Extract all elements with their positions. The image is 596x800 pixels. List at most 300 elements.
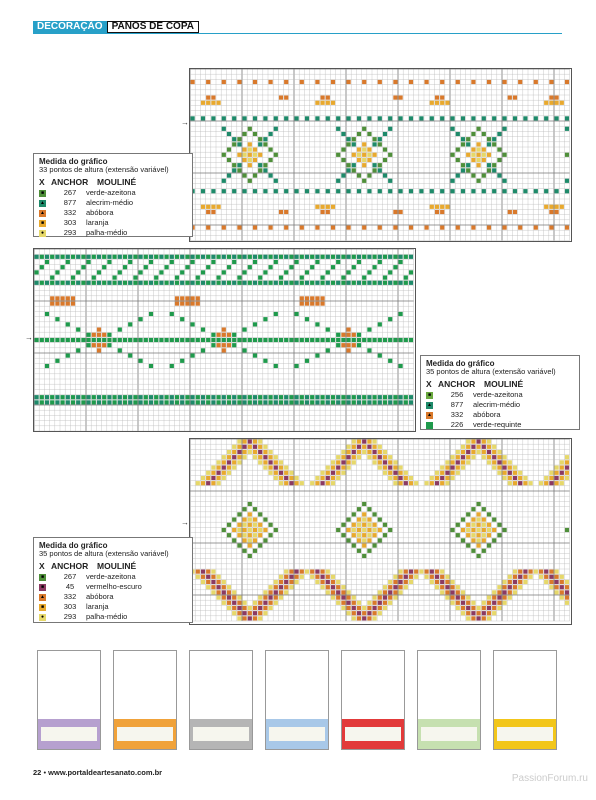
stitch-cell bbox=[336, 471, 340, 475]
stitch-cell bbox=[191, 395, 195, 399]
stitch-cell bbox=[482, 518, 486, 522]
stitch-cell bbox=[144, 255, 148, 259]
stitch-cell bbox=[341, 533, 345, 537]
stitch-cell bbox=[185, 296, 189, 300]
stitch-cell bbox=[118, 255, 122, 259]
stitch-cell bbox=[170, 255, 174, 259]
stitch-cell bbox=[477, 127, 481, 131]
stitch-cell bbox=[222, 348, 226, 352]
legend-chart-1 bbox=[33, 153, 193, 237]
stitch-cell bbox=[263, 116, 267, 120]
stitch-cell bbox=[97, 328, 101, 332]
stitch-cell bbox=[425, 575, 429, 579]
stitch-cell bbox=[362, 538, 366, 542]
stitch-cell bbox=[497, 601, 501, 605]
stitch-cell bbox=[383, 255, 387, 259]
stitch-cell bbox=[347, 590, 351, 594]
stitch-cell bbox=[367, 348, 371, 352]
stitch-cell bbox=[487, 601, 491, 605]
stitch-cell bbox=[107, 400, 111, 404]
stitch-cell bbox=[565, 116, 569, 120]
stitch-cell bbox=[560, 205, 564, 209]
stitch-cell bbox=[347, 611, 351, 615]
stitch-cell bbox=[305, 395, 309, 399]
stitch-cell bbox=[263, 528, 267, 532]
stitch-cell bbox=[409, 481, 413, 485]
stitch-cell bbox=[549, 585, 553, 589]
stitch-cell bbox=[232, 168, 236, 172]
stitch-cell bbox=[284, 210, 288, 214]
stitch-cell bbox=[263, 400, 267, 404]
stitch-cell bbox=[175, 400, 179, 404]
stitch-cell bbox=[482, 116, 486, 120]
stitch-cell bbox=[409, 226, 413, 230]
stitch-cell bbox=[211, 333, 215, 337]
stitch-cell bbox=[482, 174, 486, 178]
stitch-cell bbox=[352, 333, 356, 337]
towel-preview bbox=[265, 650, 329, 750]
stitch-cell bbox=[471, 606, 475, 610]
stitch-cell bbox=[373, 523, 377, 527]
stitch-cell bbox=[471, 440, 475, 444]
stitch-cell bbox=[243, 445, 247, 449]
stitch-cell bbox=[341, 471, 345, 475]
legend-col-x: X bbox=[39, 176, 45, 187]
stitch-cell bbox=[357, 153, 361, 157]
stitch-cell bbox=[206, 210, 210, 214]
stitch-cell bbox=[347, 255, 351, 259]
stitch-cell bbox=[388, 127, 392, 131]
stitch-cell bbox=[258, 168, 262, 172]
stitch-cell bbox=[165, 281, 169, 285]
stitch-cell bbox=[549, 476, 553, 480]
stitch-cell bbox=[128, 400, 132, 404]
stitch-cell bbox=[217, 395, 221, 399]
stitch-cell bbox=[373, 255, 377, 259]
stitch-cell bbox=[258, 338, 262, 342]
legend-header bbox=[39, 178, 187, 188]
stitch-cell bbox=[222, 270, 226, 274]
stitch-cell bbox=[295, 281, 299, 285]
stitch-cell bbox=[61, 395, 65, 399]
stitch-cell bbox=[40, 395, 44, 399]
stitch-cell bbox=[331, 80, 335, 84]
stitch-cell bbox=[492, 528, 496, 532]
stitch-cell bbox=[503, 601, 507, 605]
stitch-cell bbox=[331, 585, 335, 589]
stitch-cell bbox=[217, 338, 221, 342]
stitch-cell bbox=[248, 338, 252, 342]
stitch-cell bbox=[341, 333, 345, 337]
stitch-cell bbox=[289, 570, 293, 574]
stitch-cell bbox=[383, 606, 387, 610]
stitch-cell bbox=[196, 255, 200, 259]
stitch-cell bbox=[367, 440, 371, 444]
stitch-cell bbox=[477, 163, 481, 167]
stitch-cell bbox=[565, 226, 569, 230]
stitch-cell bbox=[461, 606, 465, 610]
stitch-cell bbox=[357, 606, 361, 610]
stitch-cell bbox=[149, 338, 153, 342]
stitch-cell bbox=[378, 528, 382, 532]
stitch-cell bbox=[399, 575, 403, 579]
stitch-cell bbox=[248, 554, 252, 558]
stitch-cell bbox=[482, 528, 486, 532]
stitch-cell bbox=[341, 338, 345, 342]
anchor-number: 877 bbox=[450, 400, 464, 410]
stitch-cell bbox=[378, 142, 382, 146]
stitch-cell bbox=[321, 281, 325, 285]
stitch-cell bbox=[352, 255, 356, 259]
stitch-cell bbox=[347, 445, 351, 449]
stitch-cell bbox=[326, 348, 330, 352]
stitch-cell bbox=[341, 132, 345, 136]
stitch-cell bbox=[217, 343, 221, 347]
stitch-cell bbox=[222, 476, 226, 480]
stitch-cell bbox=[435, 205, 439, 209]
stitch-cell bbox=[279, 276, 283, 280]
stitch-cell bbox=[539, 481, 543, 485]
stitch-cell bbox=[430, 476, 434, 480]
stitch-cell bbox=[185, 281, 189, 285]
stitch-cell bbox=[201, 270, 205, 274]
stitch-cell bbox=[440, 481, 444, 485]
stitch-cell bbox=[170, 400, 174, 404]
stitch-cell bbox=[352, 338, 356, 342]
stitch-cell bbox=[196, 575, 200, 579]
stitch-cell bbox=[544, 476, 548, 480]
thread-swatch-icon: ■ bbox=[40, 604, 45, 611]
stitch-cell bbox=[66, 395, 70, 399]
legend-col-anchor: ANCHOR bbox=[51, 176, 89, 187]
stitch-cell bbox=[393, 580, 397, 584]
stitch-cell bbox=[222, 338, 226, 342]
stitch-cell bbox=[357, 116, 361, 120]
thread-swatch-icon: ▲ bbox=[40, 210, 45, 217]
stitch-cell bbox=[55, 296, 59, 300]
stitch-cell bbox=[539, 575, 543, 579]
stitch-cell bbox=[149, 364, 153, 368]
stitch-cell bbox=[248, 255, 252, 259]
stitch-cell bbox=[274, 255, 278, 259]
stitch-cell bbox=[154, 400, 158, 404]
stitch-cell bbox=[185, 395, 189, 399]
stitch-cell bbox=[258, 460, 262, 464]
stitch-cell bbox=[118, 338, 122, 342]
stitch-cell bbox=[367, 611, 371, 615]
stitch-cell bbox=[211, 338, 215, 342]
stitch-cell bbox=[425, 570, 429, 574]
stitch-cell bbox=[456, 471, 460, 475]
stitch-cell bbox=[263, 466, 267, 470]
stitch-cell bbox=[196, 570, 200, 574]
stitch-cell bbox=[404, 570, 408, 574]
stitch-cell bbox=[529, 481, 533, 485]
stitch-cell bbox=[232, 590, 236, 594]
stitch-cell bbox=[560, 101, 564, 105]
stitch-cell bbox=[461, 466, 465, 470]
stitch-cell bbox=[232, 538, 236, 542]
stitch-cell bbox=[243, 601, 247, 605]
stitch-cell bbox=[513, 580, 517, 584]
stitch-cell bbox=[321, 296, 325, 300]
stitch-cell bbox=[237, 153, 241, 157]
stitch-cell bbox=[378, 116, 382, 120]
stitch-cell bbox=[71, 395, 75, 399]
stitch-cell bbox=[383, 471, 387, 475]
stitch-cell bbox=[404, 575, 408, 579]
stitch-cell bbox=[40, 265, 44, 269]
anchor-number: 332 bbox=[63, 592, 77, 602]
stitch-cell bbox=[492, 611, 496, 615]
stitch-cell bbox=[336, 179, 340, 183]
stitch-cell bbox=[565, 601, 569, 605]
stitch-cell bbox=[445, 590, 449, 594]
stitch-cell bbox=[102, 400, 106, 404]
stitch-cell bbox=[217, 101, 221, 105]
stitch-cell bbox=[393, 466, 397, 470]
stitch-cell bbox=[217, 476, 221, 480]
stitch-cell bbox=[445, 575, 449, 579]
stitch-cell bbox=[383, 596, 387, 600]
stitch-cell bbox=[289, 395, 293, 399]
stitch-cell bbox=[336, 333, 340, 337]
stitch-cell bbox=[50, 338, 54, 342]
stitch-cell bbox=[243, 174, 247, 178]
stitch-cell bbox=[321, 476, 325, 480]
stitch-cell bbox=[492, 538, 496, 542]
stitch-cell bbox=[378, 601, 382, 605]
stitch-cell bbox=[529, 570, 533, 574]
stitch-cell bbox=[61, 338, 65, 342]
stitch-cell bbox=[534, 116, 538, 120]
center-arrow-icon: → bbox=[181, 118, 189, 127]
stitch-cell bbox=[284, 471, 288, 475]
stitch-cell bbox=[253, 538, 257, 542]
stitch-cell bbox=[211, 189, 215, 193]
stitch-cell bbox=[388, 270, 392, 274]
stitch-cell bbox=[300, 395, 304, 399]
stitch-cell bbox=[393, 585, 397, 589]
stitch-cell bbox=[289, 575, 293, 579]
stitch-cell bbox=[123, 338, 127, 342]
stitch-cell bbox=[310, 575, 314, 579]
stitch-cell bbox=[243, 116, 247, 120]
stitch-cell bbox=[237, 226, 241, 230]
thread-swatch-icon: ▲ bbox=[40, 200, 45, 207]
stitch-cell bbox=[404, 471, 408, 475]
stitch-cell bbox=[357, 148, 361, 152]
stitch-cell bbox=[388, 460, 392, 464]
stitch-cell bbox=[341, 590, 345, 594]
stitch-cell bbox=[284, 466, 288, 470]
stitch-cell bbox=[419, 116, 423, 120]
stitch-cell bbox=[118, 328, 122, 332]
stitch-cell bbox=[388, 255, 392, 259]
thread-swatch-icon: ▲ bbox=[40, 594, 45, 601]
stitch-cell bbox=[248, 616, 252, 620]
thread-swatch-icon: ■ bbox=[40, 220, 45, 227]
stitch-cell bbox=[373, 168, 377, 172]
stitch-cell bbox=[477, 528, 481, 532]
stitch-cell bbox=[232, 466, 236, 470]
stitch-cell bbox=[362, 606, 366, 610]
stitch-cell bbox=[393, 255, 397, 259]
stitch-cell bbox=[165, 338, 169, 342]
stitch-cell bbox=[362, 616, 366, 620]
stitch-cell bbox=[367, 518, 371, 522]
stitch-cell bbox=[300, 570, 304, 574]
stitch-cell bbox=[503, 585, 507, 589]
stitch-cell bbox=[258, 601, 262, 605]
stitch-cell bbox=[248, 450, 252, 454]
stitch-cell bbox=[248, 512, 252, 516]
stitch-cell bbox=[191, 281, 195, 285]
stitch-cell bbox=[305, 296, 309, 300]
stitch-cell bbox=[243, 518, 247, 522]
stitch-cell bbox=[71, 276, 75, 280]
stitch-cell bbox=[393, 226, 397, 230]
stitch-cell bbox=[388, 400, 392, 404]
center-arrow-icon: → bbox=[25, 333, 33, 342]
stitch-cell bbox=[362, 80, 366, 84]
stitch-cell bbox=[440, 96, 444, 100]
stitch-cell bbox=[321, 205, 325, 209]
stitch-cell bbox=[518, 570, 522, 574]
stitch-cell bbox=[180, 338, 184, 342]
stitch-cell bbox=[560, 476, 564, 480]
stitch-cell bbox=[451, 460, 455, 464]
stitch-cell bbox=[274, 476, 278, 480]
stitch-cell bbox=[227, 395, 231, 399]
stitch-cell bbox=[222, 153, 226, 157]
stitch-cell bbox=[191, 302, 195, 306]
stitch-cell bbox=[211, 116, 215, 120]
stitch-cell bbox=[66, 302, 70, 306]
stitch-cell bbox=[243, 348, 247, 352]
stitch-cell bbox=[279, 476, 283, 480]
stitch-cell bbox=[331, 466, 335, 470]
stitch-cell bbox=[274, 364, 278, 368]
stitch-cell bbox=[352, 512, 356, 516]
stitch-cell bbox=[232, 333, 236, 337]
stitch-cell bbox=[269, 174, 273, 178]
stitch-cell bbox=[471, 528, 475, 532]
stitch-cell bbox=[232, 528, 236, 532]
stitch-cell bbox=[341, 601, 345, 605]
stitch-cell bbox=[243, 450, 247, 454]
stitch-cell bbox=[243, 611, 247, 615]
stitch-cell bbox=[159, 395, 163, 399]
stitch-cell bbox=[263, 137, 267, 141]
stitch-cell bbox=[76, 400, 80, 404]
stitch-cell bbox=[180, 400, 184, 404]
stitch-cell bbox=[40, 281, 44, 285]
stitch-cell bbox=[409, 116, 413, 120]
stitch-cell bbox=[243, 440, 247, 444]
stitch-cell bbox=[66, 322, 70, 326]
stitch-cell bbox=[295, 575, 299, 579]
stitch-cell bbox=[518, 585, 522, 589]
stitch-cell bbox=[399, 255, 403, 259]
stitch-cell bbox=[326, 205, 330, 209]
stitch-cell bbox=[76, 270, 80, 274]
stitch-cell bbox=[378, 80, 382, 84]
stitch-cell bbox=[253, 322, 257, 326]
stitch-cell bbox=[451, 116, 455, 120]
stitch-cell bbox=[170, 260, 174, 264]
stitch-cell bbox=[321, 210, 325, 214]
stitch-cell bbox=[357, 549, 361, 553]
stitch-cell bbox=[383, 601, 387, 605]
stitch-cell bbox=[513, 116, 517, 120]
stitch-cell bbox=[180, 281, 184, 285]
stitch-cell bbox=[300, 255, 304, 259]
stitch-cell bbox=[227, 596, 231, 600]
stitch-cell bbox=[269, 590, 273, 594]
stitch-cell bbox=[310, 400, 314, 404]
stitch-cell bbox=[248, 158, 252, 162]
legend-header bbox=[39, 562, 187, 572]
stitch-cell bbox=[326, 481, 330, 485]
stitch-cell bbox=[399, 312, 403, 316]
stitch-cell bbox=[279, 210, 283, 214]
stitch-cell bbox=[373, 445, 377, 449]
stitch-cell bbox=[393, 265, 397, 269]
stitch-cell bbox=[263, 317, 267, 321]
stitch-cell bbox=[71, 281, 75, 285]
stitch-cell bbox=[497, 471, 501, 475]
footer-separator: • bbox=[43, 768, 49, 777]
stitch-cell bbox=[451, 455, 455, 459]
stitch-cell bbox=[237, 163, 241, 167]
stitch-cell bbox=[471, 523, 475, 527]
stitch-cell bbox=[456, 585, 460, 589]
stitch-cell bbox=[409, 570, 413, 574]
stitch-cell bbox=[388, 395, 392, 399]
stitch-cell bbox=[279, 590, 283, 594]
stitch-cell bbox=[419, 570, 423, 574]
stitch-cell bbox=[383, 460, 387, 464]
stitch-cell bbox=[284, 226, 288, 230]
stitch-cell bbox=[487, 611, 491, 615]
stitch-cell bbox=[237, 142, 241, 146]
legend-subtitle: 35 pontos de altura (extensão variável) bbox=[39, 549, 169, 559]
stitch-cell bbox=[336, 400, 340, 404]
stitch-cell bbox=[341, 450, 345, 454]
stitch-cell bbox=[373, 528, 377, 532]
stitch-cell bbox=[404, 338, 408, 342]
stitch-cell bbox=[430, 575, 434, 579]
stitch-cell bbox=[565, 476, 569, 480]
stitch-cell bbox=[409, 80, 413, 84]
stitch-cell bbox=[565, 189, 569, 193]
stitch-cell bbox=[76, 348, 80, 352]
stitch-cell bbox=[326, 338, 330, 342]
stitch-cell bbox=[222, 333, 226, 337]
stitch-cell bbox=[227, 523, 231, 527]
stitch-cell bbox=[206, 580, 210, 584]
stitch-cell bbox=[144, 265, 148, 269]
stitch-cell bbox=[508, 466, 512, 470]
stitch-cell bbox=[357, 158, 361, 162]
stitch-cell bbox=[471, 538, 475, 542]
stitch-cell bbox=[274, 153, 278, 157]
stitch-cell bbox=[471, 616, 475, 620]
anchor-number: 226 bbox=[450, 420, 464, 430]
stitch-cell bbox=[409, 580, 413, 584]
stitch-cell bbox=[258, 255, 262, 259]
